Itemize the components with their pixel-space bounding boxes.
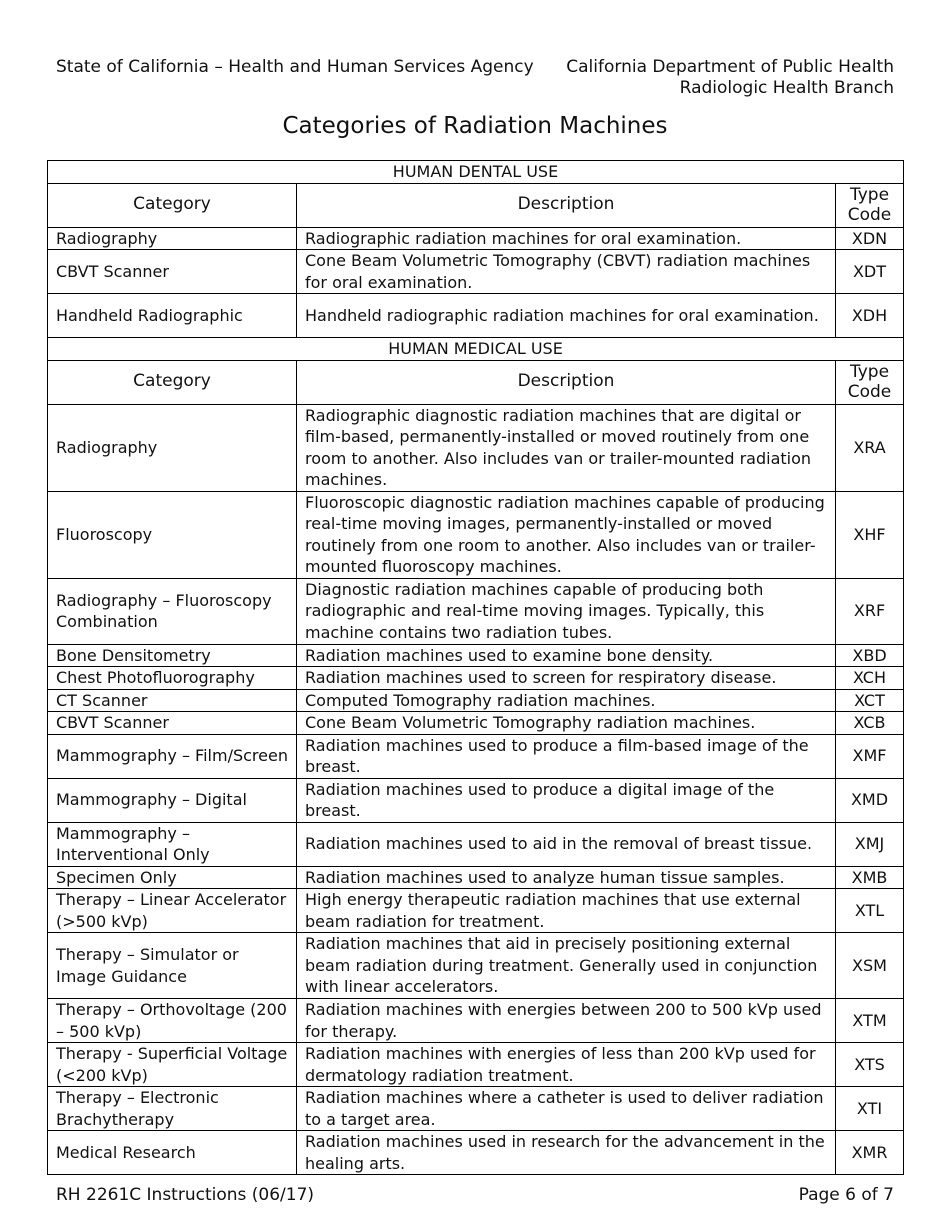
type-code-cell: XTM xyxy=(836,999,904,1043)
type-code-header-line1: Type xyxy=(849,362,890,382)
category-cell: Therapy – Simulator or Image Guidance xyxy=(48,933,297,999)
type-code-cell: XRF xyxy=(836,578,904,644)
category-cell: Bone Densitometry xyxy=(48,644,297,667)
table-row xyxy=(48,933,904,999)
type-code-cell: XCH xyxy=(836,667,904,690)
description-cell: Radiation machines with energies between 200 to 500 kVp used for therapy. xyxy=(297,999,836,1043)
description-cell: Radiation machines used to aid in the removal of breast tissue. xyxy=(297,822,836,866)
table-row xyxy=(48,1043,904,1087)
description-cell: Fluoroscopic diagnostic radiation machines capable of producing real-time moving images, permanently-installed or moved routinely from one room to another. Also includes van or trailer-mounted fluoroscopy machines. xyxy=(297,491,836,578)
type-code-cell: XCB xyxy=(836,712,904,735)
page-title: Categories of Radiation Machines xyxy=(282,113,668,139)
page-number: Page 6 of 7 xyxy=(798,1185,894,1205)
description-column-header: Description xyxy=(297,183,836,227)
type-code-header-line2: Code xyxy=(847,205,892,225)
type-code-header-line2: Code xyxy=(847,382,892,402)
category-cell: CT Scanner xyxy=(48,689,297,712)
type-code-cell: XSM xyxy=(836,933,904,999)
type-code-cell: XBD xyxy=(836,644,904,667)
description-cell: Radiation machines used to produce a film-based image of the breast. xyxy=(297,734,836,778)
category-cell: Fluoroscopy xyxy=(48,491,297,578)
category-cell: Radiography xyxy=(48,227,297,250)
table-row xyxy=(48,712,904,735)
description-cell: Radiographic diagnostic radiation machines that are digital or film-based, permanently-installed or moved routinely from one room to another. Also includes van or trailer-mounted radiation machines. xyxy=(297,404,836,491)
category-cell: Therapy – Linear Accelerator (>500 kVp) xyxy=(48,889,297,933)
table-row xyxy=(48,667,904,690)
description-cell: Computed Tomography radiation machines. xyxy=(297,689,836,712)
description-cell: High energy therapeutic radiation machines that use external beam radiation for treatment. xyxy=(297,889,836,933)
category-cell: Handheld Radiographic xyxy=(48,294,297,338)
radiation-machine-categories-table xyxy=(47,160,904,1175)
type-code-cell: XTS xyxy=(836,1043,904,1087)
description-cell: Handheld radiographic radiation machines for oral examination. xyxy=(297,294,836,338)
medical-section xyxy=(48,338,904,1175)
description-cell: Radiation machines used to produce a digital image of the breast. xyxy=(297,778,836,822)
category-column-header: Category xyxy=(48,360,297,404)
type-code-column-header xyxy=(836,183,904,227)
department-header xyxy=(566,57,894,99)
description-cell: Radiographic radiation machines for oral examination. xyxy=(297,227,836,250)
table-row xyxy=(48,491,904,578)
table-row xyxy=(48,578,904,644)
table-row xyxy=(48,689,904,712)
table-row xyxy=(48,1131,904,1175)
type-code-cell: XTI xyxy=(836,1087,904,1131)
category-cell: Therapy – Orthovoltage (200 – 500 kVp) xyxy=(48,999,297,1043)
category-cell: CBVT Scanner xyxy=(48,712,297,735)
category-cell: Therapy - Superficial Voltage (<200 kVp) xyxy=(48,1043,297,1087)
category-column-header: Category xyxy=(48,183,297,227)
category-cell: Mammography – Film/Screen xyxy=(48,734,297,778)
description-cell: Radiation machines that aid in precisely positioning external beam radiation during treatment. Generally used in conjunction with linear accelerators. xyxy=(297,933,836,999)
department-name: California Department of Public Health xyxy=(566,57,894,77)
description-cell: Radiation machines where a catheter is used to deliver radiation to a target area. xyxy=(297,1087,836,1131)
type-code-column-header xyxy=(836,360,904,404)
table-row xyxy=(48,404,904,491)
description-column-header: Description xyxy=(297,360,836,404)
table-row xyxy=(48,999,904,1043)
table-row xyxy=(48,734,904,778)
branch-name: Radiologic Health Branch xyxy=(679,78,894,98)
category-cell: Mammography – Digital xyxy=(48,778,297,822)
type-code-cell: XDT xyxy=(836,250,904,294)
table-row xyxy=(48,778,904,822)
table-row xyxy=(48,822,904,866)
type-code-cell: XMB xyxy=(836,866,904,889)
type-code-cell: XRA xyxy=(836,404,904,491)
table-row xyxy=(48,294,904,338)
table-row xyxy=(48,866,904,889)
table-row xyxy=(48,250,904,294)
form-number: RH 2261C Instructions (06/17) xyxy=(56,1185,315,1205)
description-cell: Radiation machines with energies of less than 200 kVp used for dermatology radiation treatment. xyxy=(297,1043,836,1087)
table-row xyxy=(48,227,904,250)
description-cell: Radiation machines used in research for the advancement in the healing arts. xyxy=(297,1131,836,1175)
type-code-cell: XTL xyxy=(836,889,904,933)
category-cell: Radiography xyxy=(48,404,297,491)
type-code-cell: XMD xyxy=(836,778,904,822)
table-row xyxy=(48,1087,904,1131)
description-cell: Cone Beam Volumetric Tomography (CBVT) radiation machines for oral examination. xyxy=(297,250,836,294)
type-code-cell: XCT xyxy=(836,689,904,712)
description-cell: Cone Beam Volumetric Tomography radiation machines. xyxy=(297,712,836,735)
table-row xyxy=(48,889,904,933)
description-cell: Radiation machines used to analyze human tissue samples. xyxy=(297,866,836,889)
description-cell: Diagnostic radiation machines capable of producing both radiographic and real-time moving images. Typically, this machine contains two radiation tubes. xyxy=(297,578,836,644)
type-code-cell: XHF xyxy=(836,491,904,578)
dental-section xyxy=(48,161,904,338)
dental-section-heading: HUMAN DENTAL USE xyxy=(48,161,904,184)
type-code-cell: XDN xyxy=(836,227,904,250)
table-row xyxy=(48,644,904,667)
type-code-cell: XDH xyxy=(836,294,904,338)
medical-section-heading: HUMAN MEDICAL USE xyxy=(48,338,904,361)
category-cell: CBVT Scanner xyxy=(48,250,297,294)
category-cell: Medical Research xyxy=(48,1131,297,1175)
description-cell: Radiation machines used to screen for respiratory disease. xyxy=(297,667,836,690)
description-cell: Radiation machines used to examine bone density. xyxy=(297,644,836,667)
agency-header: State of California – Health and Human Services Agency xyxy=(56,57,534,77)
category-cell: Specimen Only xyxy=(48,866,297,889)
type-code-cell: XMJ xyxy=(836,822,904,866)
category-cell: Chest Photofluorography xyxy=(48,667,297,690)
type-code-cell: XMR xyxy=(836,1131,904,1175)
category-cell: Radiography – Fluoroscopy Combination xyxy=(48,578,297,644)
category-cell: Therapy – Electronic Brachytherapy xyxy=(48,1087,297,1131)
type-code-header-line1: Type xyxy=(849,185,890,205)
type-code-cell: XMF xyxy=(836,734,904,778)
category-cell: Mammography – Interventional Only xyxy=(48,822,297,866)
